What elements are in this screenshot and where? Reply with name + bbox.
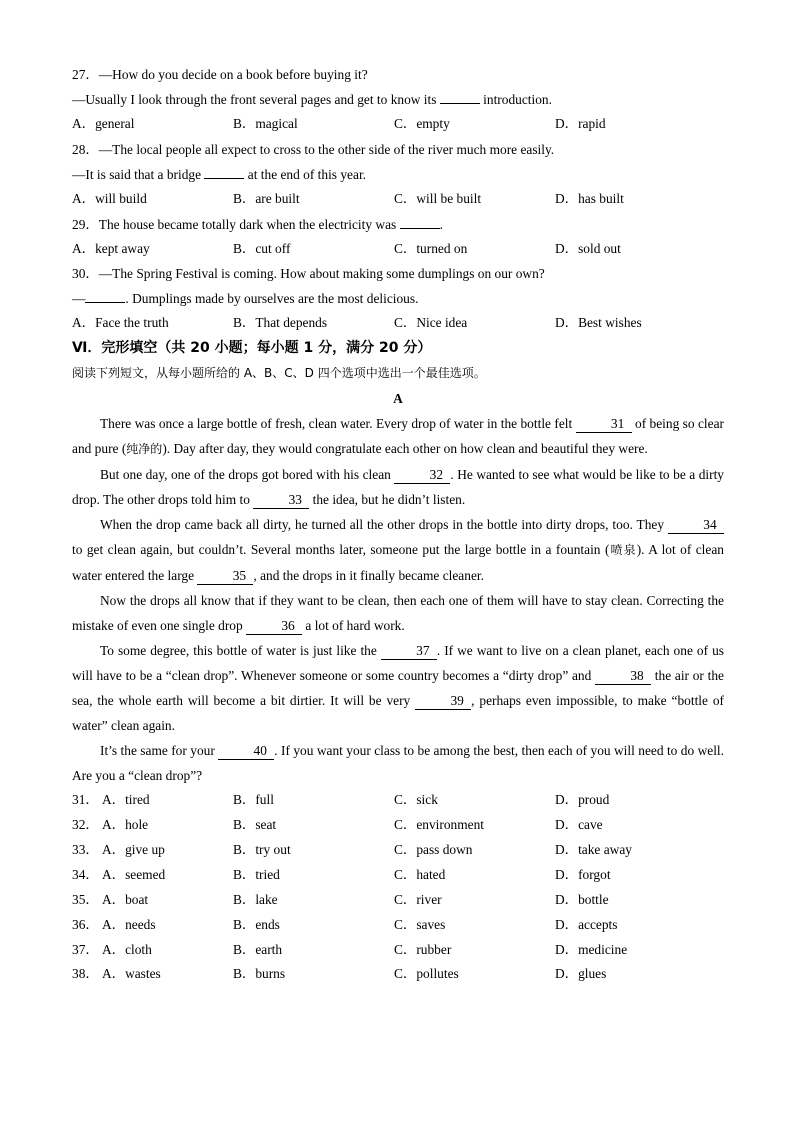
passage-paragraph-5: To some degree, this bottle of water is just like the 37 . If we want to live on a clean planet, each one of us will have to be a “clean drop”. Whenever someone or some country becomes a “dirty drop” and 38 the air or the sea, the whole earth will become a bit dirtier. It will be very 39 , perhaps even impossible, to make “bottle of water” clean again.	[72, 643, 724, 734]
exam-page	[72, 62, 724, 987]
cloze-blank-36: 36	[246, 618, 302, 635]
question-29-options	[72, 237, 724, 262]
answer-blank	[440, 103, 480, 104]
option-c: C．Nice idea	[394, 315, 468, 331]
cloze-blank-38: 38	[595, 668, 651, 685]
passage-paragraph-4: Now the drops all know that if they want to be clean, then each one of them will have to stay clean. Correcting the mistake of even one single drop 36 a lot of hard work.	[72, 593, 724, 634]
option-c: C．turned on	[394, 240, 468, 256]
section-heading: Ⅵ．完形填空（共 20 小题；每小题 1 分，满分 20 分）	[72, 340, 432, 357]
cloze-blank-32: 32	[394, 467, 450, 484]
option-d: D．Best wishes	[555, 315, 642, 331]
cloze-blank-37: 37	[381, 643, 437, 660]
cloze-options-list	[72, 788, 724, 987]
passage-paragraph-1: There was once a large bottle of fresh, clean water. Every drop of water in the bottle felt 31 of being so clear and pure (纯净的). Day after day, they would congratulate each other on how clean and beautiful they were.	[72, 416, 724, 457]
option-d: D．has built	[555, 190, 624, 206]
cloze-blank-40: 40	[218, 743, 274, 760]
option-c: C．empty	[394, 116, 450, 131]
cloze-question-33: 33． A．give up B．try out C．pass down D．take away	[72, 841, 632, 857]
option-b: B．That depends	[233, 315, 328, 331]
question-28-stem-line2: —It is said that a bridge at the end of this year.	[72, 166, 367, 182]
option-a: A．will build	[72, 190, 147, 206]
option-b: B．are built	[233, 190, 300, 206]
option-a: A．general	[72, 116, 135, 131]
question-27-options	[72, 112, 724, 137]
cloze-question-36: 36． A．needs B．ends C．saves D．accepts	[72, 916, 618, 932]
cloze-question-38: 38． A．wastes B．burns C．pollutes D．glues	[72, 966, 607, 982]
option-b: B．magical	[233, 116, 298, 131]
question-27-stem-line2: —Usually I look through the front several pages and get to know its introduction.	[72, 92, 552, 107]
passage-paragraph-2: But one day, one of the drops got bored with his clean 32 . He wanted to see what would be like to be a dirty drop. The other drops told him to 33 the idea, but he didn’t listen.	[72, 467, 724, 508]
answer-blank	[204, 178, 244, 179]
question-28-options	[72, 187, 724, 212]
cloze-question-34: 34． A．seemed B．tried C．hated D．forgot	[72, 866, 611, 882]
cloze-blank-35: 35	[197, 568, 253, 585]
question-27-stem: 27．—How do you decide on a book before buying it?	[72, 67, 368, 82]
option-a: A．kept away	[72, 240, 150, 256]
cloze-blank-31: 31	[576, 416, 632, 433]
question-30-options	[72, 311, 724, 336]
cloze-question-32: 32． A．hole B．seat C．environment D．cave	[72, 817, 603, 833]
cloze-question-37: 37． A．cloth B．earth C．rubber D．medicine	[72, 941, 628, 957]
question-28-stem: 28．—The local people all expect to cross to the other side of the river much more easily.	[72, 141, 555, 157]
option-d: D．sold out	[555, 240, 621, 256]
cloze-question-35: 35． A．boat B．lake C．river D．bottle	[72, 891, 609, 907]
question-30-stem-line2: — . Dumplings made by ourselves are the most delicious.	[72, 291, 419, 307]
passage-paragraph-6: It’s the same for your 40 . If you want your class to be among the best, then each of you will need to do well. Are you a “clean drop”?	[72, 743, 724, 784]
question-29-stem: 29．The house became totally dark when the electricity was .	[72, 216, 443, 232]
answer-blank	[400, 228, 440, 229]
cloze-blank-33: 33	[253, 492, 309, 509]
section-instruction: 阅读下列短文，从每小题所给的 A、B、C、D 四个选项中选出一个最佳选项。	[72, 366, 486, 381]
option-b: B．cut off	[233, 240, 291, 256]
option-c: C．will be built	[394, 190, 482, 206]
option-d: D．rapid	[555, 116, 606, 131]
cloze-blank-34: 34	[668, 517, 724, 534]
passage-label: A	[393, 391, 403, 407]
cloze-question-31: 31． A．tired B．full C．sick D．proud	[72, 792, 610, 808]
answer-blank	[85, 302, 125, 303]
cloze-blank-39: 39	[415, 693, 471, 710]
question-30-stem: 30．—The Spring Festival is coming. How about making some dumplings on our own?	[72, 266, 545, 282]
option-a: A．Face the truth	[72, 315, 169, 331]
passage-paragraph-3: When the drop came back all dirty, he turned all the other drops in the bottle into dirty drops, too. They 34 to get clean again, but couldn’t. Several months later, someone put the large bottle in a fountain (喷泉). A lot of clean water entered the large 35 , and the drops in it finally became cleaner.	[72, 517, 724, 584]
